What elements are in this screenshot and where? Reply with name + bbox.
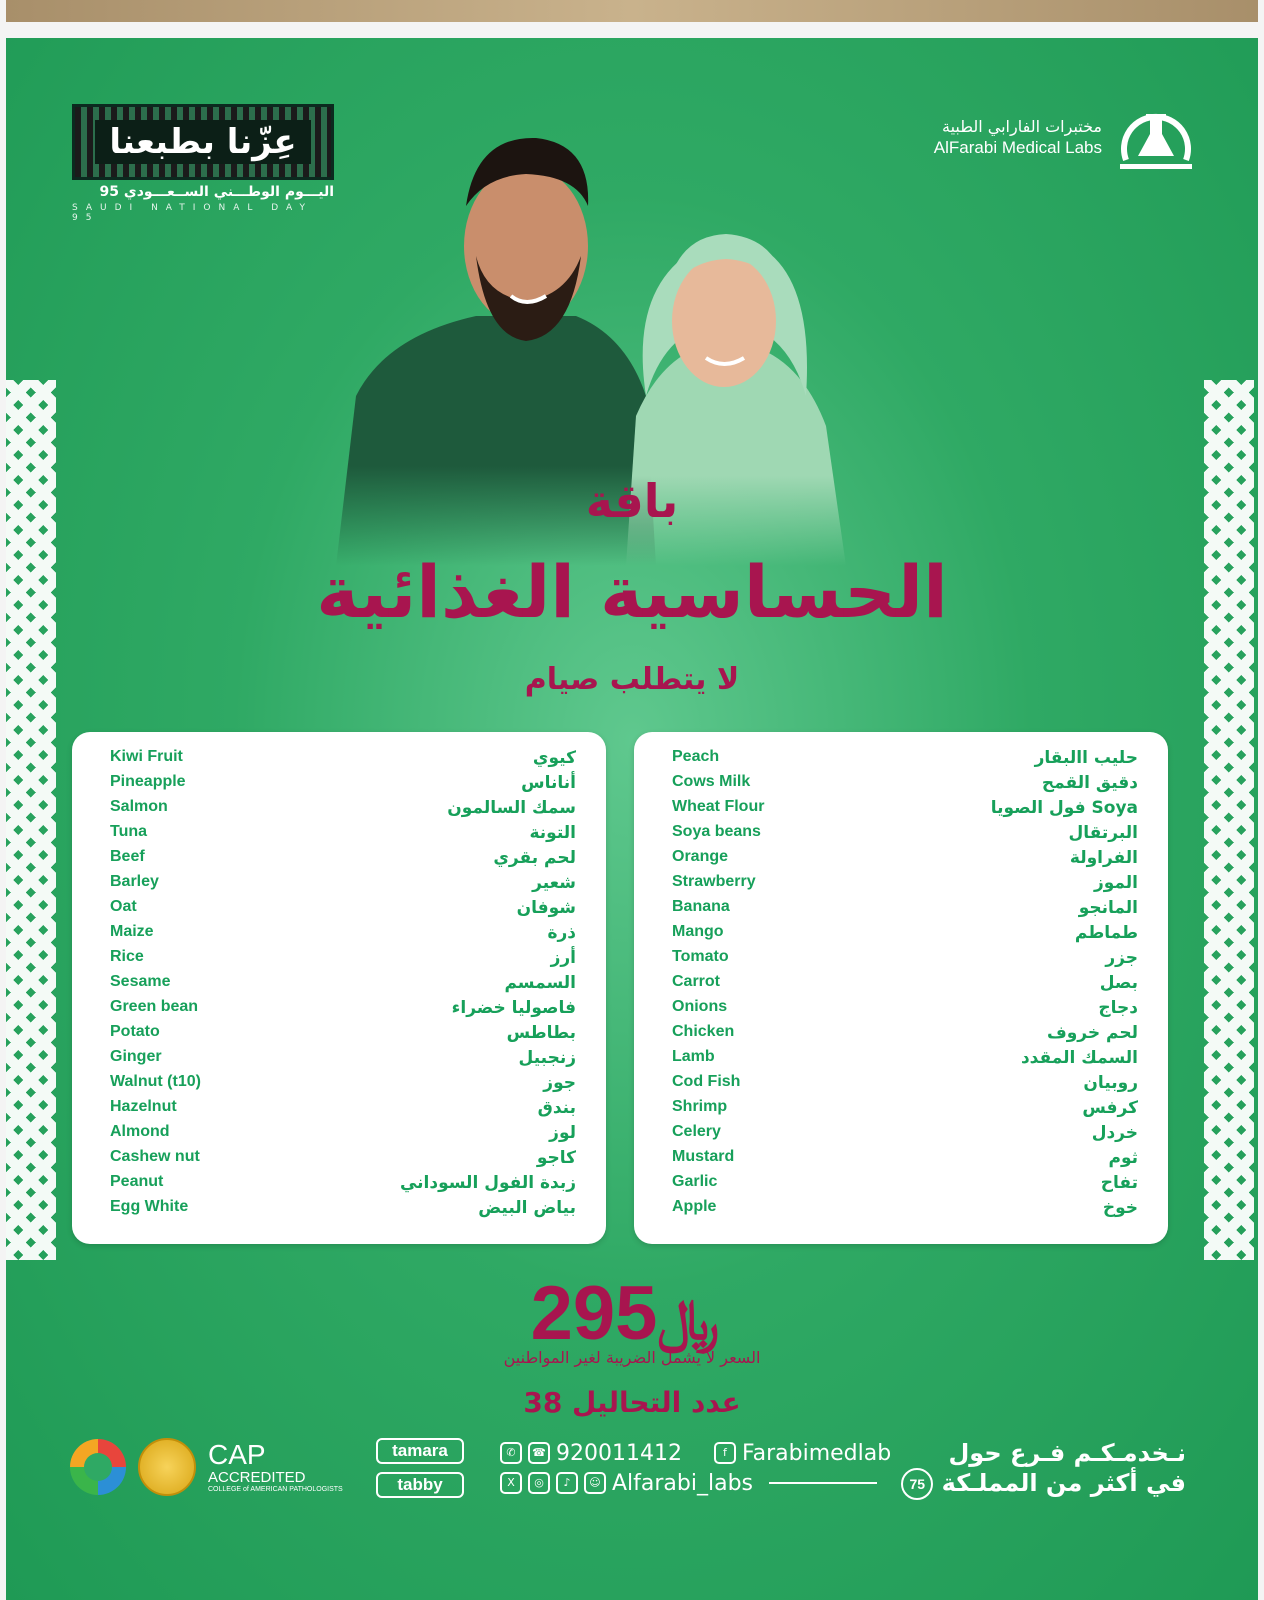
test-name-en: Cod Fish <box>672 1073 741 1090</box>
test-row <box>672 748 1138 773</box>
cap-accredited-logo <box>208 1441 343 1493</box>
test-name-ar: المانجو <box>1078 898 1138 918</box>
test-name-en: Ginger <box>110 1048 162 1065</box>
test-name-ar: ذرة <box>547 923 576 943</box>
test-name-ar: لحم خروف <box>1046 1023 1138 1043</box>
national-day-logo <box>72 104 334 223</box>
test-name-ar: التونة <box>529 823 576 843</box>
test-name-ar: Soya فول الصويا <box>990 798 1138 818</box>
contact-info <box>500 1438 891 1498</box>
test-row <box>672 973 1138 998</box>
branches-line-2: في أكثر من المملـكة <box>941 1469 1186 1497</box>
gold-seal-icon <box>138 1438 196 1496</box>
tests-count: عدد التحاليل 38 <box>523 1386 741 1419</box>
tests-card-right <box>634 732 1168 1244</box>
test-name-en: Mango <box>672 923 724 940</box>
divider <box>769 1482 877 1484</box>
test-name-en: Mustard <box>672 1148 735 1165</box>
test-name-ar: كيوي <box>532 748 576 768</box>
test-name-en: Potato <box>110 1023 160 1040</box>
social-handle[interactable]: Alfarabi_labs <box>612 1470 754 1496</box>
test-name-en: Onions <box>672 998 728 1015</box>
test-name-en: Garlic <box>672 1173 718 1190</box>
test-name-ar: السمك المقدد <box>1020 1048 1138 1068</box>
test-row <box>110 1123 576 1148</box>
test-row <box>110 1023 576 1048</box>
test-row <box>672 773 1138 798</box>
test-name-en: Strawberry <box>672 873 756 890</box>
test-name-ar: كرفس <box>1082 1098 1138 1118</box>
test-row <box>672 1123 1138 1148</box>
snapchat-icon: ☺ <box>584 1472 606 1494</box>
cap-subtitle: COLLEGE of AMERICAN PATHOLOGISTS <box>208 1486 343 1493</box>
test-name-en: Egg White <box>110 1198 189 1215</box>
test-row <box>110 898 576 923</box>
lab-name-ar: مختبرات الفارابي الطبية <box>942 116 1102 136</box>
price-amount: 295 <box>530 1271 658 1356</box>
test-row <box>672 1023 1138 1048</box>
test-name-ar: أناناس <box>521 773 576 793</box>
test-row <box>110 1098 576 1123</box>
test-row <box>110 773 576 798</box>
test-name-en: Pineapple <box>110 773 186 790</box>
package-title: الحساسية الغذائية <box>316 550 948 634</box>
cap-accredited: ACCREDITED <box>208 1469 306 1486</box>
test-row <box>110 848 576 873</box>
test-name-ar: دجاج <box>1098 998 1138 1018</box>
tiktok-icon: ♪ <box>556 1472 578 1494</box>
whatsapp-icon: ✆ <box>500 1442 522 1464</box>
test-name-ar: بطاطس <box>506 1023 576 1043</box>
test-name-ar: طماطم <box>1074 923 1138 943</box>
test-row <box>110 823 576 848</box>
test-name-en: Peanut <box>110 1173 164 1190</box>
cap-main: CAP <box>208 1439 266 1470</box>
test-name-en: Beef <box>110 848 145 865</box>
test-name-en: Carrot <box>672 973 721 990</box>
test-row <box>672 1048 1138 1073</box>
tests-card-left <box>72 732 606 1244</box>
test-name-ar: فاصوليا خضراء <box>451 998 576 1018</box>
test-row <box>672 848 1138 873</box>
test-name-en: Hazelnut <box>110 1098 177 1115</box>
price <box>6 1270 1258 1357</box>
facebook-handle[interactable]: Farabimedlab <box>741 1440 892 1466</box>
test-name-ar: حليب االبقار <box>1034 748 1138 768</box>
vat-note: السعر لا يشمل الضريبة لغير المواطنين <box>503 1348 761 1367</box>
fasting-note: لا يتطلب صيام <box>524 662 740 697</box>
test-name-en: Cashew nut <box>110 1148 200 1165</box>
test-name-ar: لحم بقري <box>493 848 576 868</box>
test-name-ar: تفاح <box>1100 1173 1138 1193</box>
test-name-ar: السمسم <box>504 973 576 993</box>
test-name-en: Sesame <box>110 973 171 990</box>
test-row <box>110 1073 576 1098</box>
test-name-en: Kiwi Fruit <box>110 748 183 765</box>
test-name-ar: الفراولة <box>1069 848 1138 868</box>
poster <box>6 38 1258 1600</box>
test-name-en: Peach <box>672 748 720 765</box>
test-row <box>672 823 1138 848</box>
test-name-en: Chicken <box>672 1023 735 1040</box>
test-name-ar: زنجبيل <box>518 1048 576 1068</box>
branches-note <box>901 1438 1186 1500</box>
flask-logo-icon <box>1116 100 1196 174</box>
national-day-subtitle: اليـــوم الوطـــني الســعـــودي 95 <box>99 184 334 200</box>
test-name-ar: دقيق القمح <box>1041 773 1138 793</box>
test-row <box>672 873 1138 898</box>
test-name-en: Oat <box>110 898 137 915</box>
test-row <box>672 1148 1138 1173</box>
test-name-en: Tomato <box>672 948 729 965</box>
test-name-ar: روبيان <box>1083 1073 1138 1093</box>
package-label: باقة <box>585 474 679 528</box>
accreditations <box>70 1438 343 1496</box>
test-name-en: Green bean <box>110 998 199 1015</box>
test-row <box>110 1148 576 1173</box>
test-name-en: Salmon <box>110 798 168 815</box>
test-row <box>110 923 576 948</box>
test-name-en: Soya beans <box>672 823 761 840</box>
test-name-en: Celery <box>672 1123 721 1140</box>
national-day-english: SAUDI NATIONAL DAY 95 <box>72 203 313 223</box>
test-name-en: Shrimp <box>672 1098 728 1115</box>
test-row <box>110 798 576 823</box>
test-row <box>672 998 1138 1023</box>
test-row <box>110 948 576 973</box>
test-row <box>672 1098 1138 1123</box>
test-row <box>672 898 1138 923</box>
test-name-ar: البرتقال <box>1068 823 1138 843</box>
test-name-en: Banana <box>672 898 730 915</box>
test-name-ar: لوز <box>549 1123 576 1143</box>
x-icon: X <box>500 1472 522 1494</box>
test-name-en: Tuna <box>110 823 148 840</box>
test-row <box>110 973 576 998</box>
payment-tamara: tamara <box>376 1438 464 1464</box>
test-name-ar: بصل <box>1099 973 1138 993</box>
test-row <box>672 948 1138 973</box>
test-name-en: Lamb <box>672 1048 715 1065</box>
lab-name-en: AlFarabi Medical Labs <box>933 137 1102 157</box>
test-name-en: Almond <box>110 1123 170 1140</box>
test-name-ar: الموز <box>1093 873 1138 893</box>
test-name-ar: شعير <box>532 873 576 893</box>
payment-tabby: tabby <box>376 1472 464 1498</box>
test-name-ar: خوخ <box>1102 1198 1138 1218</box>
phone-icon: ☎ <box>528 1442 550 1464</box>
test-row <box>672 1073 1138 1098</box>
lab-logo <box>934 100 1196 174</box>
test-row <box>672 1198 1138 1223</box>
payment-options <box>376 1438 464 1498</box>
test-name-ar: كاجو <box>536 1148 576 1168</box>
test-row <box>110 748 576 773</box>
top-border <box>6 0 1258 22</box>
test-name-ar: بندق <box>537 1098 576 1118</box>
facebook-icon: f <box>714 1442 736 1464</box>
test-name-en: Cows Milk <box>672 773 751 790</box>
test-name-ar: شوفان <box>516 898 576 918</box>
test-name-en: Walnut (t10) <box>110 1073 201 1090</box>
test-name-ar: بياض البيض <box>478 1198 576 1218</box>
test-name-ar: زبدة الفول السوداني <box>399 1173 576 1193</box>
test-name-ar: جوز <box>543 1073 576 1093</box>
phone-number[interactable]: 920011412 <box>556 1440 682 1466</box>
test-name-ar: خردل <box>1091 1123 1138 1143</box>
accreditation-ring-icon <box>70 1439 126 1495</box>
test-row <box>110 1173 576 1198</box>
location-pin-icon: 75 <box>901 1468 933 1500</box>
test-row <box>672 1173 1138 1198</box>
test-row <box>110 998 576 1023</box>
test-row <box>672 923 1138 948</box>
test-name-en: Maize <box>110 923 154 940</box>
test-name-ar: ثوم <box>1108 1148 1138 1168</box>
test-name-ar: جزر <box>1105 948 1138 968</box>
test-name-en: Apple <box>672 1198 717 1215</box>
national-day-title: عِزّنا بطبعنا <box>95 120 310 164</box>
test-name-en: Wheat Flour <box>672 798 765 815</box>
test-name-en: Rice <box>110 948 144 965</box>
test-row <box>110 873 576 898</box>
test-name-ar: أرز <box>550 948 576 968</box>
test-row <box>110 1048 576 1073</box>
branches-line-1: نـخدمـكـم فـرع حول <box>948 1439 1186 1467</box>
test-name-en: Barley <box>110 873 159 890</box>
test-name-ar: سمك السالمون <box>447 798 576 818</box>
test-row <box>110 1198 576 1223</box>
test-name-en: Orange <box>672 848 729 865</box>
currency-symbol: ﷼ <box>657 1288 720 1353</box>
instagram-icon: ◎ <box>528 1472 550 1494</box>
test-row <box>672 798 1138 823</box>
